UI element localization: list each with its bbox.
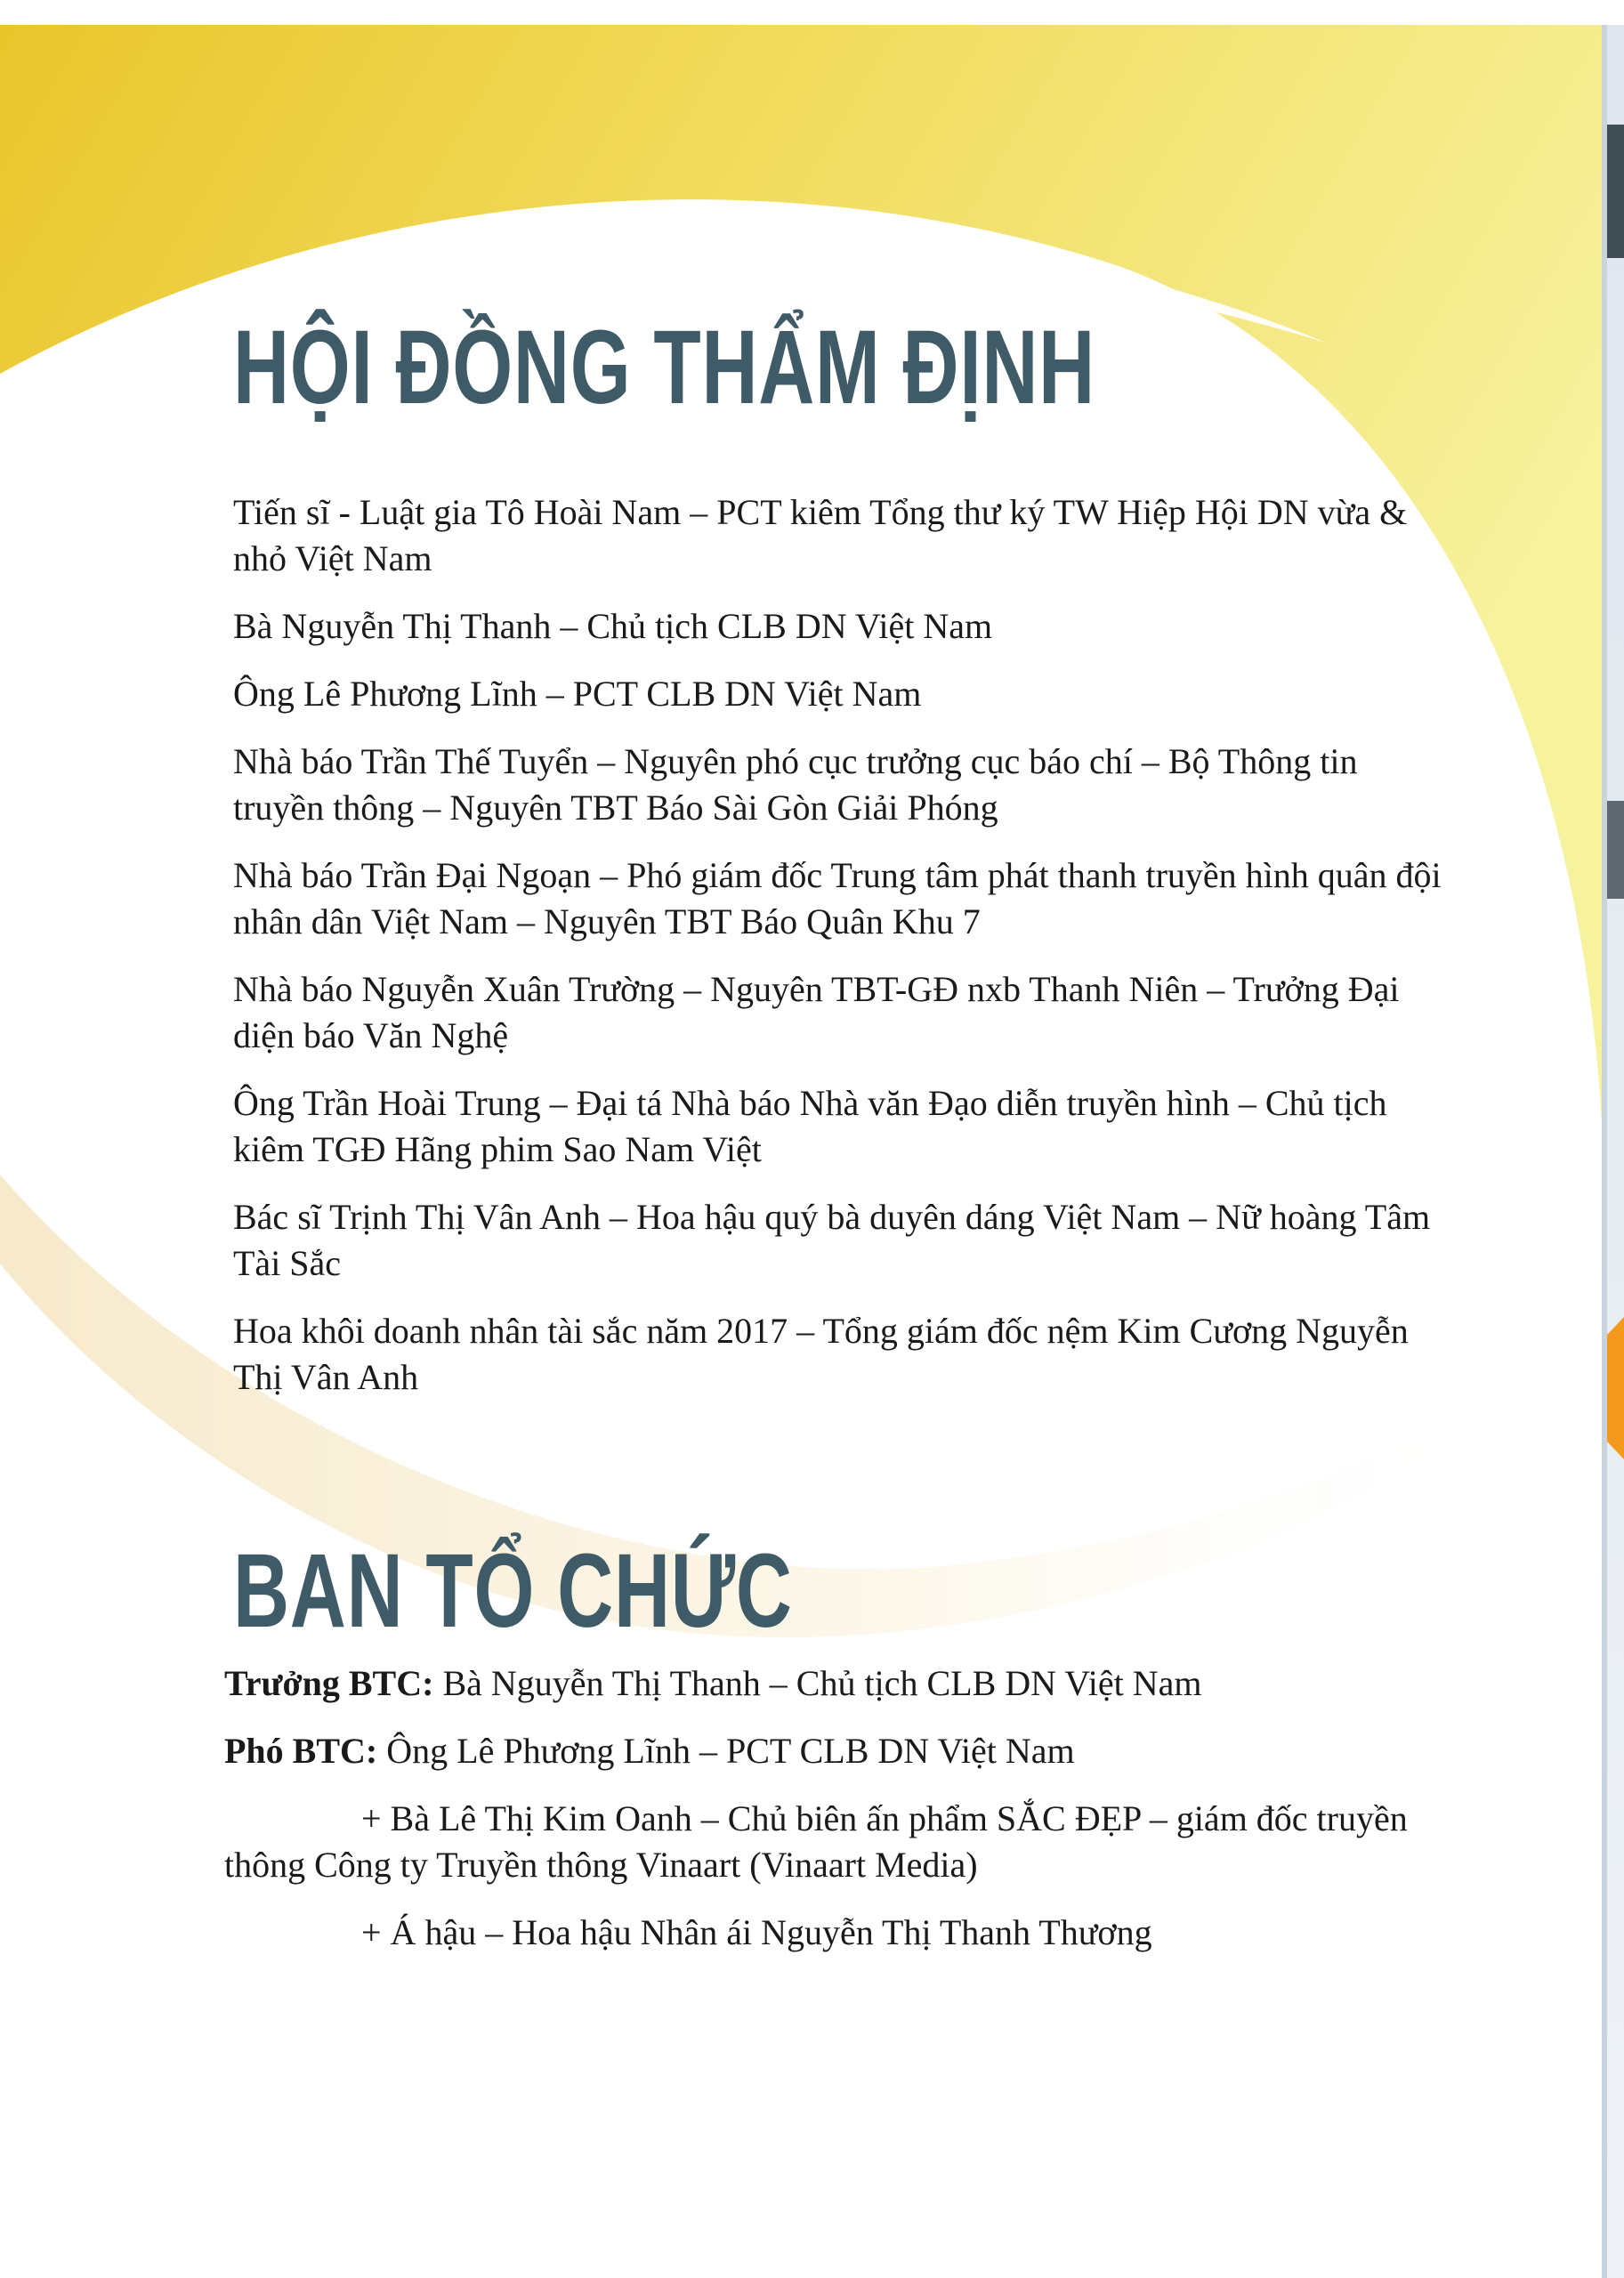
council-member: Ông Lê Phương Lĩnh – PCT CLB DN Việt Nam: [233, 674, 922, 714]
organizer-deputy-value: Ông Lê Phương Lĩnh – PCT CLB DN Việt Nam: [377, 1731, 1075, 1771]
organizer-extra-member: + Á hậu – Hoa hậu Nhân ái Nguyễn Thị Thanh Thương: [361, 1912, 1152, 1952]
council-member: Bác sĩ Trịnh Thị Vân Anh – Hoa hậu quý bà duyên dáng Việt Nam – Nữ hoàng Tâm Tài Sắc: [233, 1197, 1431, 1283]
council-member: Nhà báo Trần Đại Ngoạn – Phó giám đốc Trung tâm phát thanh truyền hình quân đội nhân dân Việt Nam – Nguyên TBT Báo Quân Khu 7: [233, 855, 1442, 941]
council-members-list: [233, 489, 1443, 1422]
council-member: Hoa khôi doanh nhân tài sắc năm 2017 – Tổng giám đốc nệm Kim Cương Nguyễn Thị Vân Anh: [233, 1311, 1409, 1397]
council-member: Bà Nguyễn Thị Thanh – Chủ tịch CLB DN Việt Nam: [233, 606, 993, 646]
organizer-extra-member: + Bà Lê Thị Kim Oanh – Chủ biên ấn phẩm SẮC ĐẸP – giám đốc truyền thông Công ty Truyền thông Vinaart (Vinaart Media): [224, 1798, 1408, 1885]
organizer-head-value: Bà Nguyễn Thị Thanh – Chủ tịch CLB DN Việt Nam: [433, 1663, 1202, 1703]
organizers-heading: BAN TỔ CHỨC: [233, 1532, 793, 1650]
council-member: Ông Trần Hoài Trung – Đại tá Nhà báo Nhà văn Đạo diễn truyền hình – Chủ tịch kiêm TGĐ Hãng phim Sao Nam Việt: [233, 1083, 1387, 1169]
council-member: Nhà báo Nguyễn Xuân Trường – Nguyên TBT-GĐ nxb Thanh Niên – Trưởng Đại diện báo Văn Nghệ: [233, 969, 1400, 1055]
council-heading: HỘI ĐỒNG THẨM ĐỊNH: [233, 309, 1095, 426]
council-member: Tiến sĩ - Luật gia Tô Hoài Nam – PCT kiêm Tổng thư ký TW Hiệp Hội DN vừa & nhỏ Việt Nam: [233, 492, 1408, 578]
organizer-head-label: Trưởng BTC:: [224, 1663, 434, 1703]
organizer-deputy-line: [224, 1728, 1443, 1774]
organizers-section: [224, 1660, 1443, 1977]
organizer-head-line: [224, 1660, 1443, 1707]
council-member: Nhà báo Trần Thế Tuyển – Nguyên phó cục trưởng cục báo chí – Bộ Thông tin truyền thông – Nguyên TBT Báo Sài Gòn Giải Phóng: [233, 741, 1358, 828]
organizer-deputy-label: Phó BTC:: [224, 1731, 378, 1771]
